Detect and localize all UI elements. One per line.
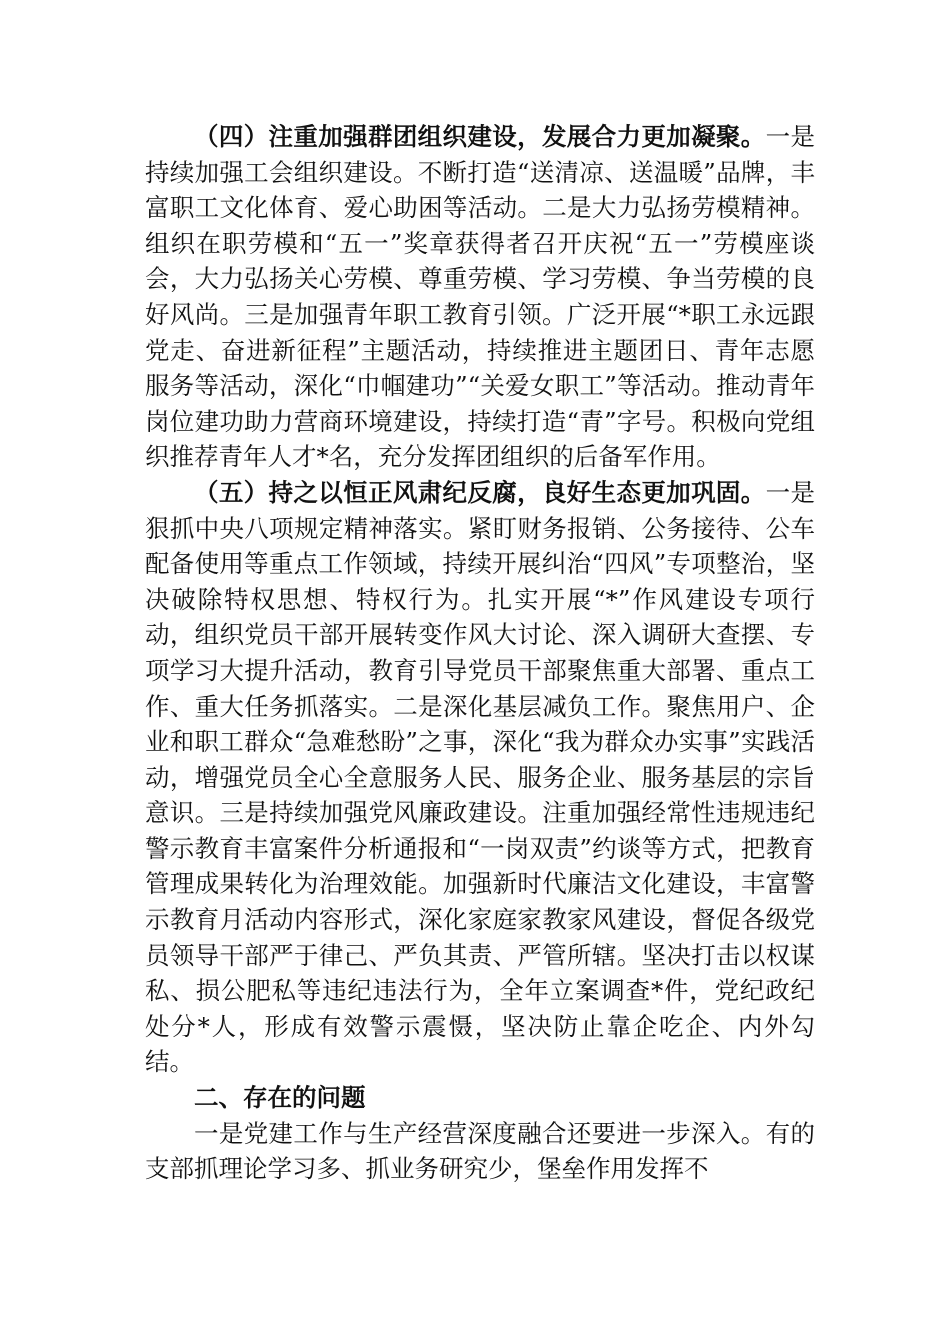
section-heading-problems: 二、存在的问题 bbox=[194, 1083, 366, 1113]
sub-heading-4: （四）注重加强群团组织建设，发展合力更加凝聚。 bbox=[194, 122, 766, 151]
paragraph-body-5: 一是狠抓中央八项规定精神落实。紧盯财务报销、公务接待、公车配备使用等重点工作领域，持续开展纠治“四风”专项整治，坚决破除特权思想、特权行为。扎实开展“*”作风建设专项行动，组织党员干部开展转变作风大讨论、深入调研大查摆、专项学习大提升活动，教育引导党员干部聚焦重大部署、重点工作、重大任务抓落实。二是深化基层减负工作。聚焦用户、企业和职工群众“急难愁盼”之事，深化“我为群众办实事”实践活动，增强党员全心全意服务人民、服务企业、服务基层的宗旨意识。三是持续加强党风廉政建设。注重加强经常性违规违纪警示教育丰富案件分析通报和“一岗双责”约谈等方式，把教育管理成果转化为治理效能。加强新时代廉洁文化建设，丰富警示教育月活动内容形式，深化家庭家教家风建设，督促各级党员领导干部严于律己、严负其责、严管所辖。坚决打击以权谋私、损公肥私等违纪违法行为，全年立案调查*件，党纪政纪处分*人，形成有效警示震慑，坚决防止靠企吃企、内外勾结。 bbox=[145, 477, 816, 1077]
paragraph-body-4: 一是持续加强工会组织建设。不断打造“送清凉、送温暖”品牌，丰富职工文化体育、爱心助困等活动。二是大力弘扬劳模精神。组织在职劳模和“五一”奖章获得者召开庆祝“五一”劳模座谈会，大力弘扬关心劳模、尊重劳模、学习劳模、争当劳模的良好风尚。三是加强青年职工教育引领。广泛开展“*职工永远跟党走、奋进新征程”主题活动，持续推进主题团日、青年志愿服务等活动，深化“巾帼建功”“关爱女职工”等活动。推动青年岗位建功助力营商环境建设，持续打造“青”字号。积极向党组织推荐青年人才*名，充分发挥团组织的后备军作用。 bbox=[145, 122, 816, 472]
paragraph-problems: 一是党建工作与生产经营深度融合还要进一步深入。有的支部抓理论学习多、抓业务研究少，堡垒作用发挥不 bbox=[145, 1118, 815, 1184]
paragraph-anti-corruption bbox=[145, 475, 815, 1080]
document-page bbox=[145, 119, 815, 1187]
sub-heading-5: （五）持之以恒正风肃纪反腐，良好生态更加巩固。 bbox=[194, 477, 766, 507]
paragraph-mass-organizations bbox=[145, 119, 815, 475]
